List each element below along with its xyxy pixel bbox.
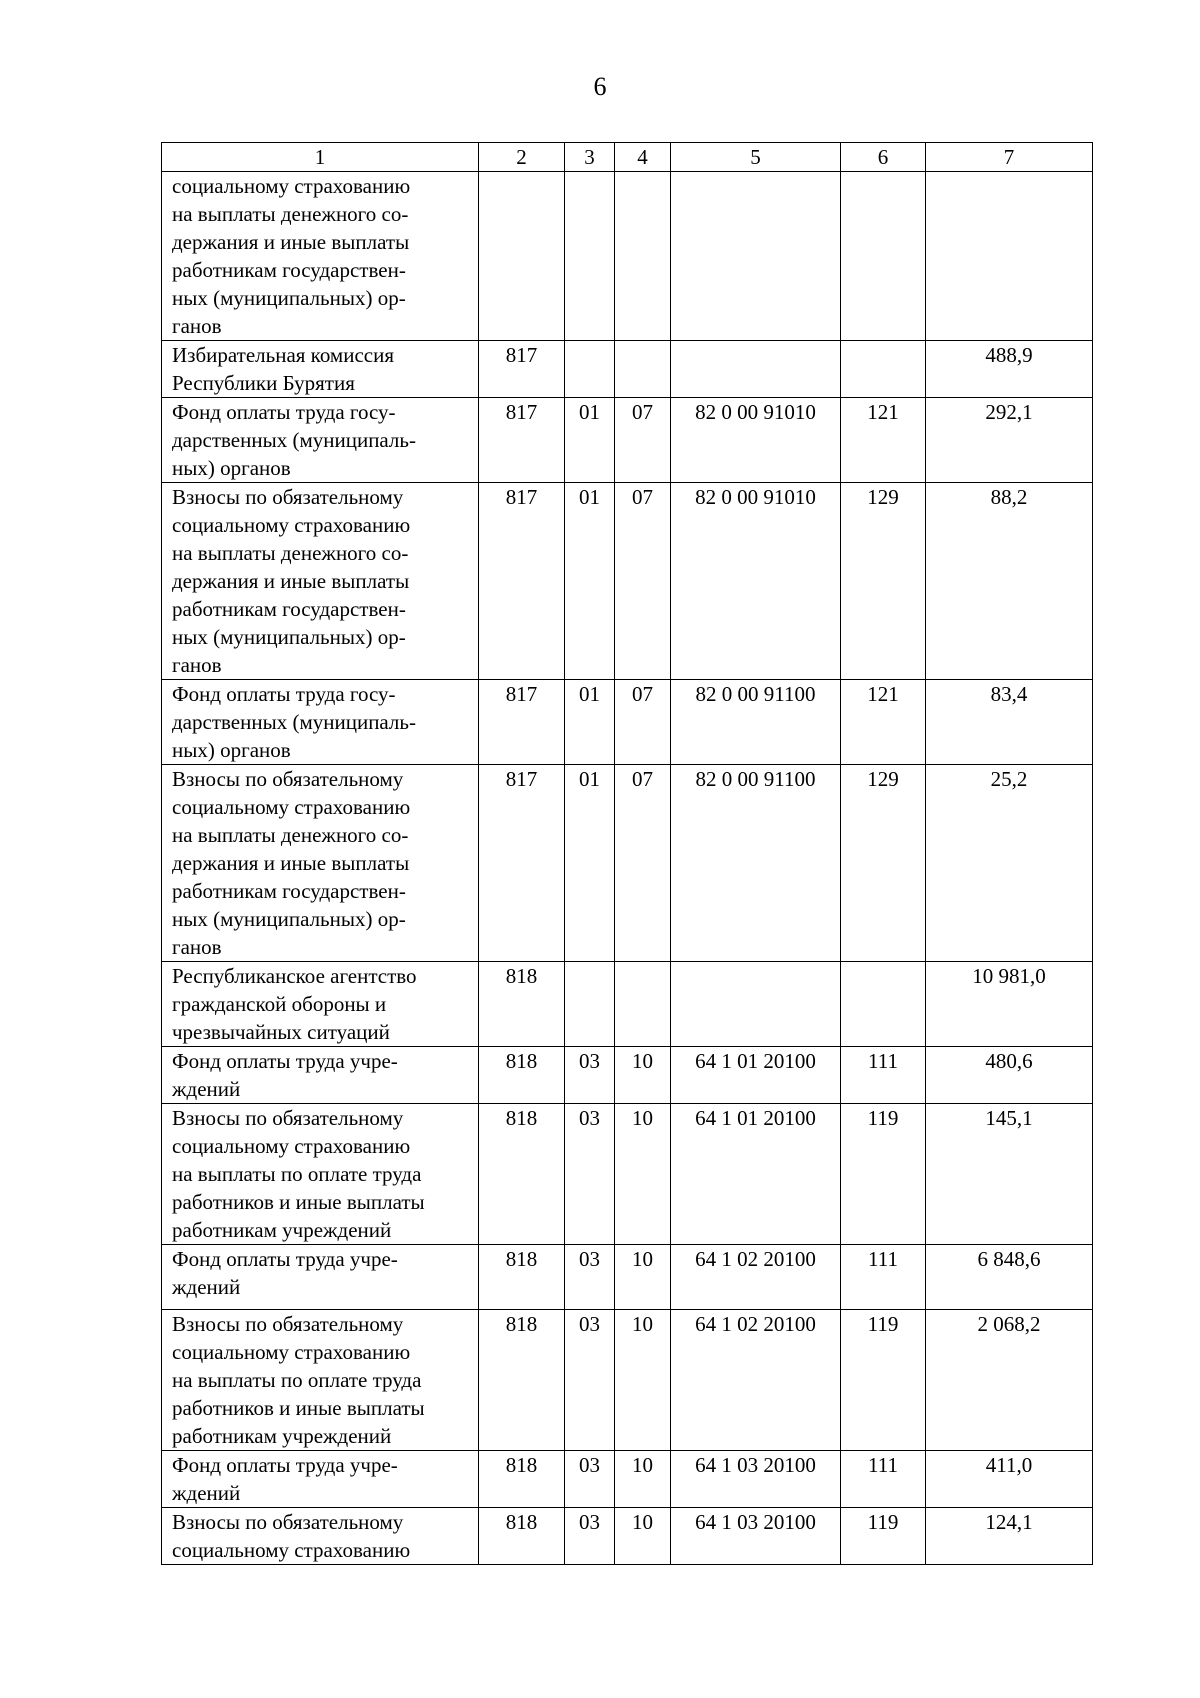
description-line: социальному страхованию (172, 513, 411, 537)
cell-section: 03 (565, 1104, 615, 1245)
cell-target-article (671, 172, 841, 341)
description-line: Взносы по обязательному (172, 1312, 404, 1336)
cell-section: 03 (565, 1451, 615, 1508)
cell-target-article (671, 341, 841, 398)
row-description (162, 341, 479, 398)
cell-chapter-code: 818 (479, 1104, 565, 1245)
description-line: работников и иные выплаты (172, 1190, 425, 1214)
description-line: Фонд оплаты труда госу- (172, 400, 396, 424)
cell-chapter-code: 817 (479, 680, 565, 765)
cell-expense-type (841, 341, 926, 398)
cell-expense-type: 119 (841, 1104, 926, 1245)
table-row (162, 341, 1093, 398)
row-description (162, 1451, 479, 1508)
description-line: ных (муниципальных) ор- (172, 625, 406, 649)
header-col-4: 4 (615, 143, 671, 172)
description-line: работникам государствен- (172, 879, 406, 903)
cell-subsection (615, 341, 671, 398)
description-line: на выплаты денежного со- (172, 823, 409, 847)
table-header (162, 143, 1093, 172)
cell-chapter-code: 818 (479, 1508, 565, 1565)
description-line: чрезвычайных ситуаций (172, 1020, 390, 1044)
description-line: на выплаты денежного со- (172, 541, 409, 565)
cell-section (565, 172, 615, 341)
description-line: работникам государствен- (172, 597, 406, 621)
cell-subsection (615, 172, 671, 341)
table-row (162, 962, 1093, 1047)
cell-chapter-code: 817 (479, 483, 565, 680)
row-description (162, 1310, 479, 1451)
description-line: держания и иные выплаты (172, 569, 410, 593)
description-line: работников и иные выплаты (172, 1396, 425, 1420)
description-line: социальному страхованию (172, 1134, 411, 1158)
cell-section: 03 (565, 1245, 615, 1310)
description-line: Фонд оплаты труда учре- (172, 1049, 398, 1073)
table-row (162, 1104, 1093, 1245)
cell-subsection: 10 (615, 1451, 671, 1508)
cell-target-article: 64 1 03 20100 (671, 1451, 841, 1508)
description-line: на выплаты по оплате труда (172, 1368, 422, 1392)
description-line: Республики Бурятия (172, 371, 355, 395)
cell-target-article: 64 1 02 20100 (671, 1245, 841, 1310)
description-line: социальному страхованию (172, 795, 411, 819)
header-col-6: 6 (841, 143, 926, 172)
cell-chapter-code (479, 172, 565, 341)
cell-chapter-code: 817 (479, 765, 565, 962)
description-line: ганов (172, 935, 222, 959)
description-line: Избирательная комиссия (172, 343, 394, 367)
cell-subsection: 07 (615, 765, 671, 962)
cell-amount (926, 172, 1093, 341)
cell-expense-type: 121 (841, 680, 926, 765)
cell-target-article: 64 1 01 20100 (671, 1047, 841, 1104)
description-line: социальному страхованию (172, 174, 411, 198)
row-description (162, 1245, 479, 1310)
description-line: социальному страхованию (172, 1538, 411, 1562)
table-row (162, 1245, 1093, 1310)
cell-subsection: 10 (615, 1047, 671, 1104)
row-description (162, 172, 479, 341)
description-line: держания и иные выплаты (172, 851, 410, 875)
cell-expense-type: 121 (841, 398, 926, 483)
table-row (162, 1451, 1093, 1508)
cell-section: 01 (565, 680, 615, 765)
cell-amount: 411,0 (926, 1451, 1093, 1508)
cell-subsection: 10 (615, 1245, 671, 1310)
description-line: Фонд оплаты труда госу- (172, 682, 396, 706)
header-row (162, 143, 1093, 172)
cell-amount: 88,2 (926, 483, 1093, 680)
cell-section: 03 (565, 1310, 615, 1451)
row-description (162, 1508, 479, 1565)
description-line: дарственных (муниципаль- (172, 710, 416, 734)
description-line: Республиканское агентство (172, 964, 417, 988)
cell-expense-type: 119 (841, 1310, 926, 1451)
header-col-3: 3 (565, 143, 615, 172)
description-line: ждений (172, 1481, 241, 1505)
table-row (162, 172, 1093, 341)
description-line: Взносы по обязательному (172, 1510, 404, 1534)
table-row (162, 1310, 1093, 1451)
cell-expense-type: 111 (841, 1047, 926, 1104)
cell-chapter-code: 818 (479, 1451, 565, 1508)
cell-amount: 124,1 (926, 1508, 1093, 1565)
table-row (162, 1508, 1093, 1565)
cell-section: 01 (565, 483, 615, 680)
description-line: ганов (172, 653, 222, 677)
table-row (162, 680, 1093, 765)
cell-amount: 6 848,6 (926, 1245, 1093, 1310)
cell-target-article: 82 0 00 91010 (671, 398, 841, 483)
cell-subsection: 10 (615, 1310, 671, 1451)
cell-amount: 10 981,0 (926, 962, 1093, 1047)
description-line: ганов (172, 314, 222, 338)
cell-chapter-code: 817 (479, 341, 565, 398)
header-col-7: 7 (926, 143, 1093, 172)
cell-section (565, 341, 615, 398)
cell-chapter-code: 818 (479, 1047, 565, 1104)
cell-target-article: 82 0 00 91010 (671, 483, 841, 680)
cell-chapter-code: 818 (479, 962, 565, 1047)
cell-target-article: 64 1 03 20100 (671, 1508, 841, 1565)
description-line: работникам государствен- (172, 258, 406, 282)
table-row (162, 483, 1093, 680)
description-line: социальному страхованию (172, 1340, 411, 1364)
cell-amount: 480,6 (926, 1047, 1093, 1104)
description-line: Фонд оплаты труда учре- (172, 1247, 398, 1271)
table-body (162, 172, 1093, 1565)
cell-target-article: 64 1 02 20100 (671, 1310, 841, 1451)
cell-target-article: 64 1 01 20100 (671, 1104, 841, 1245)
cell-chapter-code: 817 (479, 398, 565, 483)
cell-expense-type: 129 (841, 483, 926, 680)
table-row (162, 398, 1093, 483)
cell-expense-type (841, 962, 926, 1047)
description-line: ждений (172, 1077, 241, 1101)
row-description (162, 680, 479, 765)
cell-amount: 25,2 (926, 765, 1093, 962)
cell-section: 01 (565, 398, 615, 483)
budget-table (161, 142, 1093, 1565)
cell-amount: 2 068,2 (926, 1310, 1093, 1451)
cell-amount: 83,4 (926, 680, 1093, 765)
cell-expense-type: 129 (841, 765, 926, 962)
cell-amount: 488,9 (926, 341, 1093, 398)
row-description (162, 483, 479, 680)
cell-target-article: 82 0 00 91100 (671, 765, 841, 962)
description-line: дарственных (муниципаль- (172, 428, 416, 452)
cell-expense-type: 111 (841, 1245, 926, 1310)
table-row (162, 765, 1093, 962)
cell-section (565, 962, 615, 1047)
description-line: Взносы по обязательному (172, 767, 404, 791)
cell-target-article: 82 0 00 91100 (671, 680, 841, 765)
cell-subsection: 07 (615, 680, 671, 765)
description-line: работникам учреждений (172, 1218, 392, 1242)
description-line: ных (муниципальных) ор- (172, 907, 406, 931)
cell-section: 03 (565, 1047, 615, 1104)
description-line: Взносы по обязательному (172, 485, 404, 509)
description-line: гражданской обороны и (172, 992, 387, 1016)
description-line: ждений (172, 1275, 241, 1299)
row-description (162, 765, 479, 962)
row-description (162, 962, 479, 1047)
cell-section: 03 (565, 1508, 615, 1565)
cell-subsection: 07 (615, 398, 671, 483)
description-line: на выплаты денежного со- (172, 202, 409, 226)
description-line: держания и иные выплаты (172, 230, 410, 254)
cell-expense-type: 111 (841, 1451, 926, 1508)
header-col-5: 5 (671, 143, 841, 172)
description-line: ных (муниципальных) ор- (172, 286, 406, 310)
cell-chapter-code: 818 (479, 1245, 565, 1310)
cell-subsection: 10 (615, 1508, 671, 1565)
table-row (162, 1047, 1093, 1104)
description-line: Взносы по обязательному (172, 1106, 404, 1130)
description-line: на выплаты по оплате труда (172, 1162, 422, 1186)
header-col-1: 1 (162, 143, 479, 172)
cell-subsection: 10 (615, 1104, 671, 1245)
cell-subsection: 07 (615, 483, 671, 680)
cell-expense-type: 119 (841, 1508, 926, 1565)
description-line: Фонд оплаты труда учре- (172, 1453, 398, 1477)
cell-section: 01 (565, 765, 615, 962)
row-description (162, 398, 479, 483)
cell-target-article (671, 962, 841, 1047)
description-line: ных) органов (172, 456, 291, 480)
cell-amount: 145,1 (926, 1104, 1093, 1245)
description-line: ных) органов (172, 738, 291, 762)
page-number: 6 (593, 72, 607, 101)
row-description (162, 1047, 479, 1104)
cell-expense-type (841, 172, 926, 341)
row-description (162, 1104, 479, 1245)
cell-amount: 292,1 (926, 398, 1093, 483)
cell-chapter-code: 818 (479, 1310, 565, 1451)
description-line: работникам учреждений (172, 1424, 392, 1448)
cell-subsection (615, 962, 671, 1047)
header-col-2: 2 (479, 143, 565, 172)
